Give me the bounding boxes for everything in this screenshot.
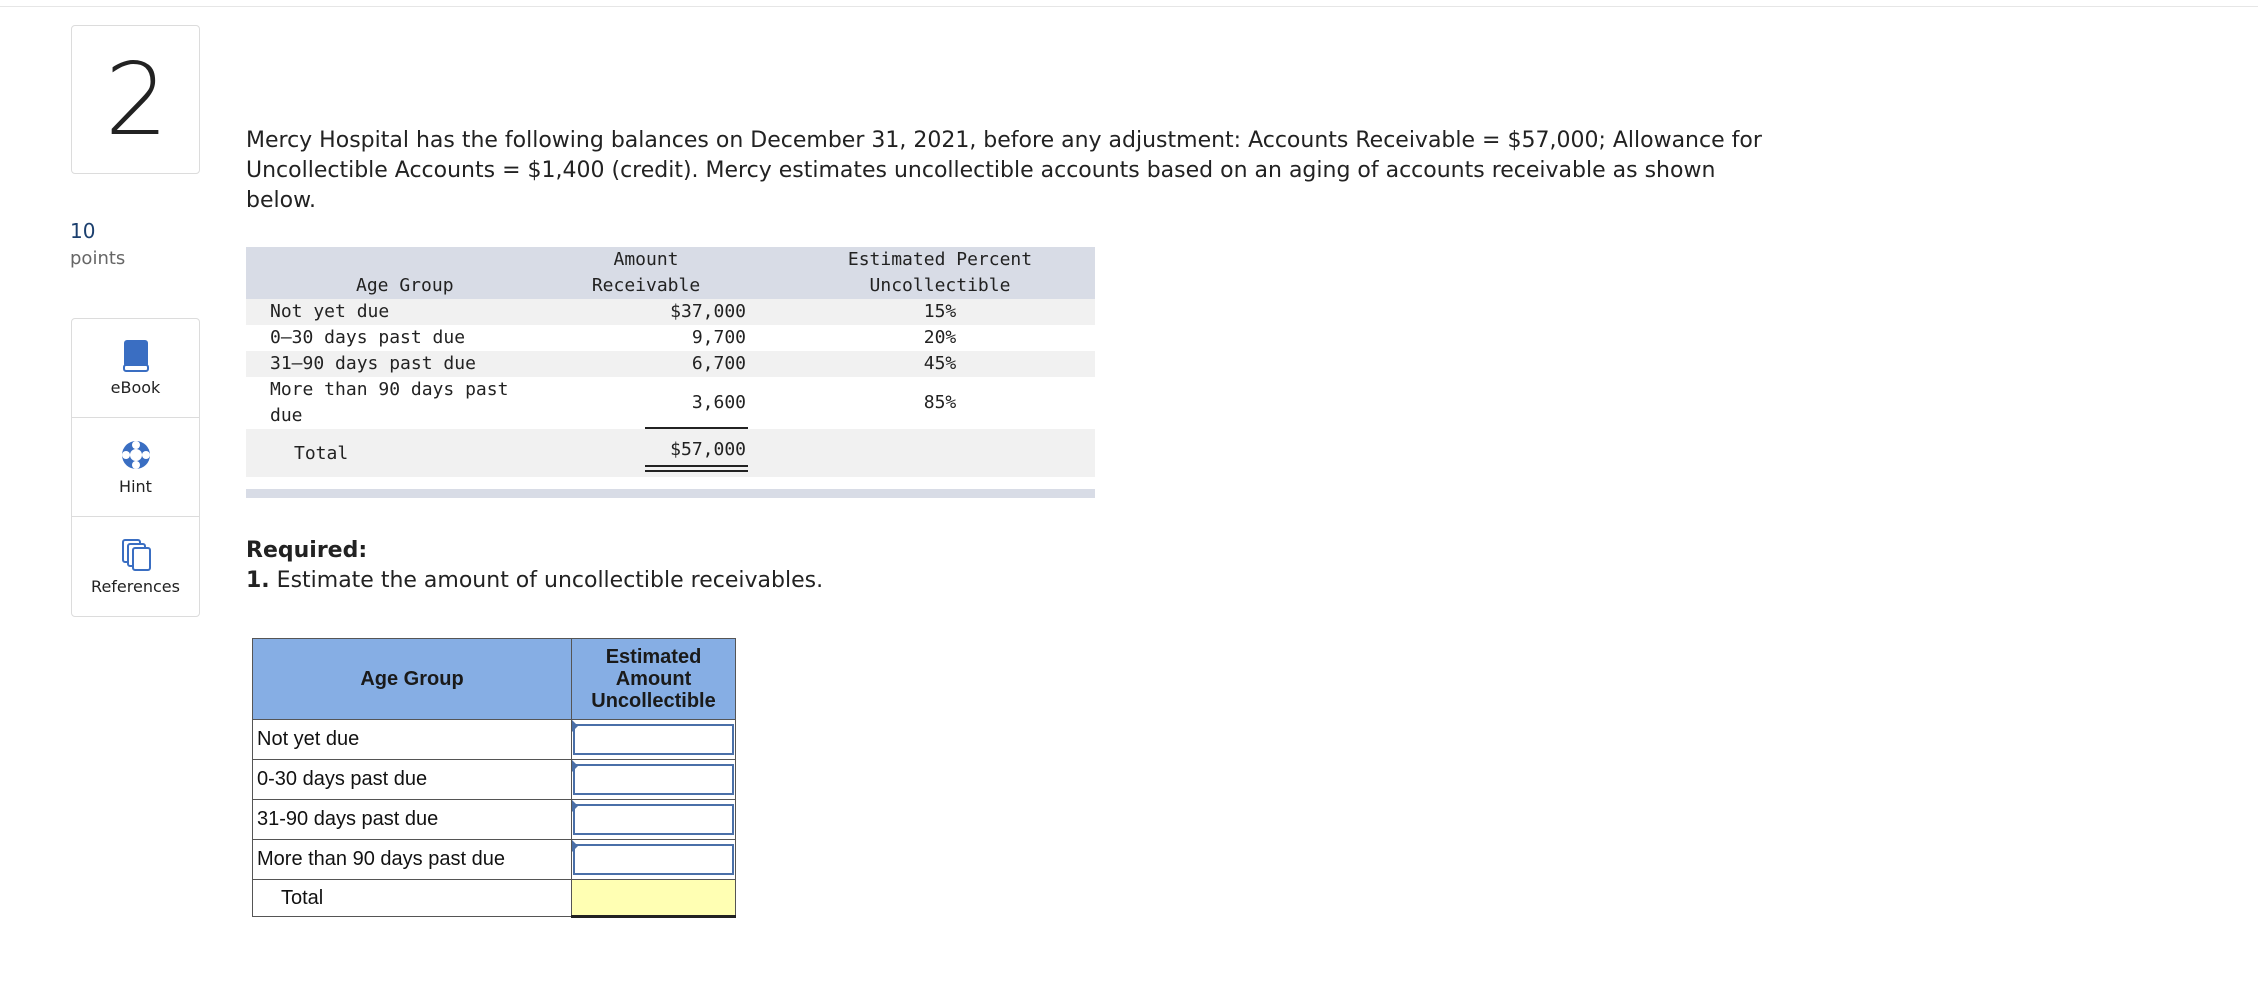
total-row [246,429,1095,477]
estimate-input-over-90-days[interactable] [573,844,734,875]
table-row [253,800,736,840]
input-marker-icon [572,840,578,852]
hint-button[interactable] [72,418,199,517]
table-spacer [246,477,1095,489]
total-label: Total [294,443,349,464]
points-value: 10 [70,219,96,243]
required-heading: Required: [246,538,368,563]
row-percent: 45% [923,353,957,374]
input-marker-icon [572,760,578,772]
row-amount: 6,700 [691,353,746,374]
row-age-group: Not yet due [270,301,390,322]
header-amount-line1: Amount [613,249,679,270]
table-row [246,351,1095,377]
aging-table [246,247,1095,498]
points-label: points [70,248,126,269]
hint-label: Hint [119,477,152,496]
row-age-group: 0–30 days past due [270,327,466,348]
ebook-button[interactable] [72,319,199,418]
answer-table [252,638,736,918]
row-age-group: 31–90 days past due [270,353,476,374]
table-row [246,377,1095,429]
row-percent: 15% [923,301,957,322]
question-number: 2 [104,40,167,158]
answer-total-cell [572,880,736,917]
estimate-input-31-90-days[interactable] [573,804,734,835]
required-section [246,536,823,596]
required-item-text: Estimate the amount of uncollectible receivables. [269,568,824,593]
ebook-label: eBook [110,378,161,397]
question-text: Mercy Hospital has the following balances on December 31, 2021, before any adjustment: Accounts Receivable = $57,000; Allowance for Uncollectible Accounts = $1,400 (credit). Mercy estimates uncollectible accounts based on an aging of accounts receivable as shown below. [246,128,1762,213]
estimate-input-0-30-days[interactable] [573,764,734,795]
input-marker-icon [572,800,578,812]
answer-header-estimated-line3: Uncollectible [591,690,716,712]
references-button[interactable] [72,517,199,616]
header-percent-line1: Estimated Percent [847,249,1033,270]
estimate-input-not-yet-due[interactable] [573,724,734,755]
answer-header-age-group: Age Group [253,639,572,720]
total-amount: $57,000 [670,439,746,460]
answer-total-label: Total [253,880,572,917]
input-marker-icon [572,720,578,732]
tools-panel [71,318,200,617]
answer-cell [572,840,736,880]
row-amount: 9,700 [691,327,746,348]
references-label: References [91,576,180,596]
answer-cell [572,800,736,840]
row-amount: 3,600 [691,392,746,413]
copy-icon [120,538,152,572]
table-row [253,840,736,880]
row-amount: $37,000 [670,301,746,322]
row-percent: 85% [923,392,957,413]
book-icon [121,339,151,373]
table-row [253,720,736,760]
life-ring-icon [119,438,153,472]
answer-cell [572,760,736,800]
answer-cell [572,720,736,760]
top-divider [0,6,2258,7]
answer-header-estimated-line2: Amount [615,668,692,690]
aging-table-footer [246,489,1095,498]
answer-row-label: More than 90 days past due [253,840,572,880]
answer-row-label: 31-90 days past due [253,800,572,840]
answer-row-label: 0-30 days past due [253,760,572,800]
answer-row-label: Not yet due [253,720,572,760]
row-age-group-line2: due [270,405,303,426]
table-row [246,325,1095,351]
header-percent-line2: Uncollectible [869,275,1011,296]
header-amount-line2: Receivable [591,275,701,296]
answer-header-estimated [572,639,736,720]
row-percent: 20% [923,327,957,348]
total-row [253,880,736,917]
answer-header-estimated-line1: Estimated [605,646,702,668]
total-double-rule [645,465,748,472]
header-age-group: Age Group [356,275,454,296]
table-row [246,299,1095,325]
required-item-number: 1. [246,568,270,593]
question-number-box [71,25,200,174]
aging-table-header [246,247,1095,299]
row-age-group-line1: More than 90 days past [270,379,509,400]
table-row [253,760,736,800]
